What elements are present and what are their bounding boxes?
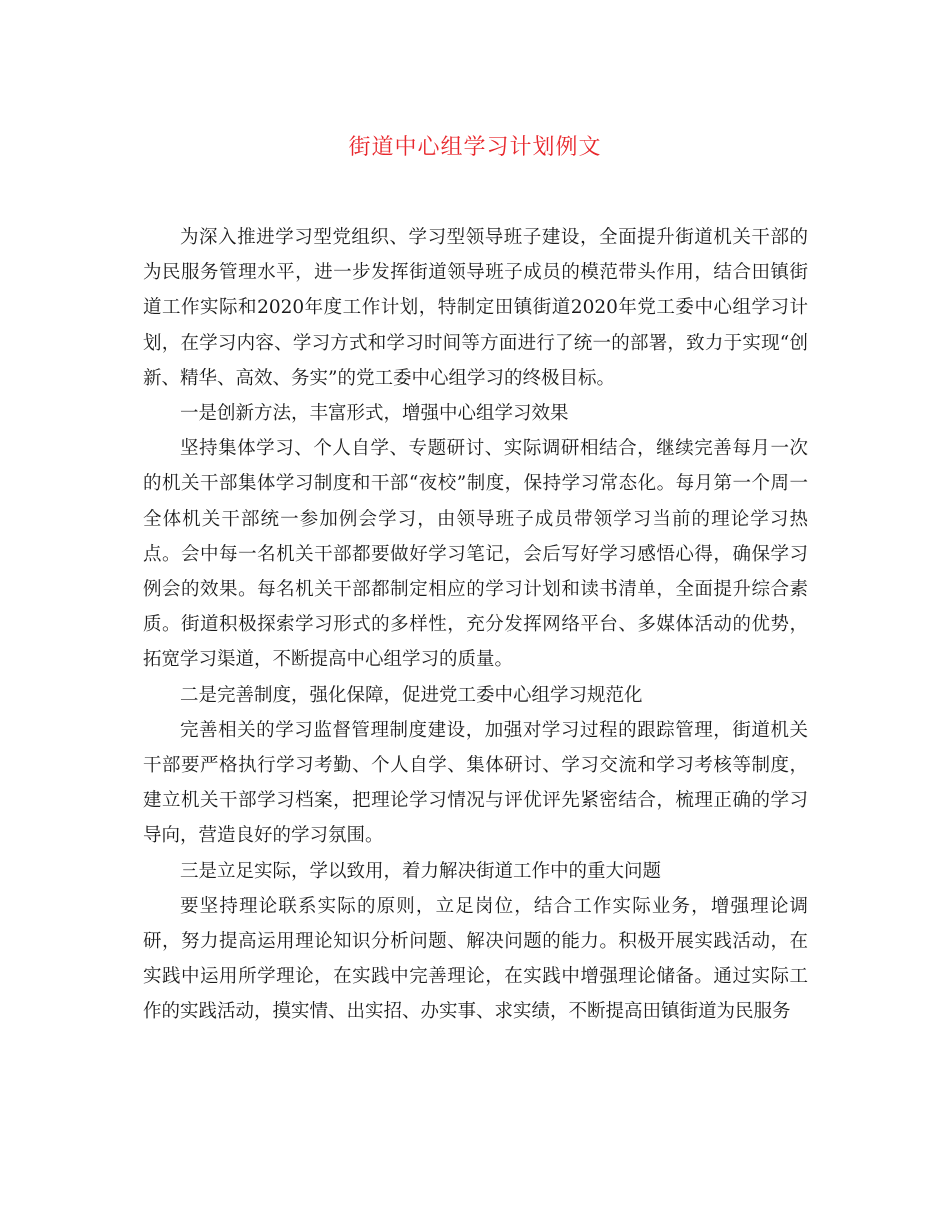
section-heading-2: 二是完善制度，强化保障，促进党工委中心组学习规范化 <box>180 684 643 706</box>
paragraph-section-1: 坚持集体学习、个人自学、专题研讨、实际调研相结合，继续完善每月一次的机关干部集体学习制度和干部“夜校”制度，保持学习常态化。每月第一个周一全体机关干部统一参加例会学习，由领导班子成员带领学习当前的理论学习热点。会中每一名机关干部都要做好学习笔记，会后写好学习感悟心得，确保学习例会的效果。每名机关干部都制定相应的学习计划和读书清单，全面提升综合素质。街道积极探索学习形式的多样性，充分发挥网络平台、多媒体活动的优势，拓宽学习渠道，不断提高中心组学习的质量。 <box>143 438 808 671</box>
paragraph-intro: 为深入推进学习型党组织、学习型领导班子建设，全面提升街道机关干部的为民服务管理水平，进一步发挥街道领导班子成员的模范带头作用，结合田镇街道工作实际和2020年度工作计划，特制定田镇街道2020年党工委中心组学习计划，在学习内容、学习方式和学习时间等方面进行了统一的部署，致力于实现“创新、精华、高效、务实”的党工委中心组学习的终极目标。 <box>143 227 808 389</box>
paragraph-section-3: 要坚持理论联系实际的原则，立足岗位，结合工作实际业务，增强理论调研，努力提高运用理论知识分析问题、解决问题的能力。积极开展实践活动，在实践中运用所学理论，在实践中完善理论，在实践中增强理论储备。通过实际工作的实践活动，摸实情、出实招、办实事、求实绩，不断提高田镇街道为民服务 <box>143 895 808 1023</box>
document-title: 街道中心组学习计划例文 <box>348 135 602 160</box>
section-heading-1: 一是创新方法，丰富形式，增强中心组学习效果 <box>180 403 569 425</box>
document-body <box>143 220 808 1030</box>
section-heading-3: 三是立足实际，学以致用，着力解决街道工作中的重大问题 <box>180 860 662 882</box>
paragraph-section-2: 完善相关的学习监督管理制度建设，加强对学习过程的跟踪管理，街道机关干部要严格执行学习考勤、个人自学、集体研讨、学习交流和学习考核等制度，建立机关干部学习档案，把理论学习情况与评优评先紧密结合，梳理正确的学习导向，营造良好的学习氛围。 <box>143 719 808 847</box>
